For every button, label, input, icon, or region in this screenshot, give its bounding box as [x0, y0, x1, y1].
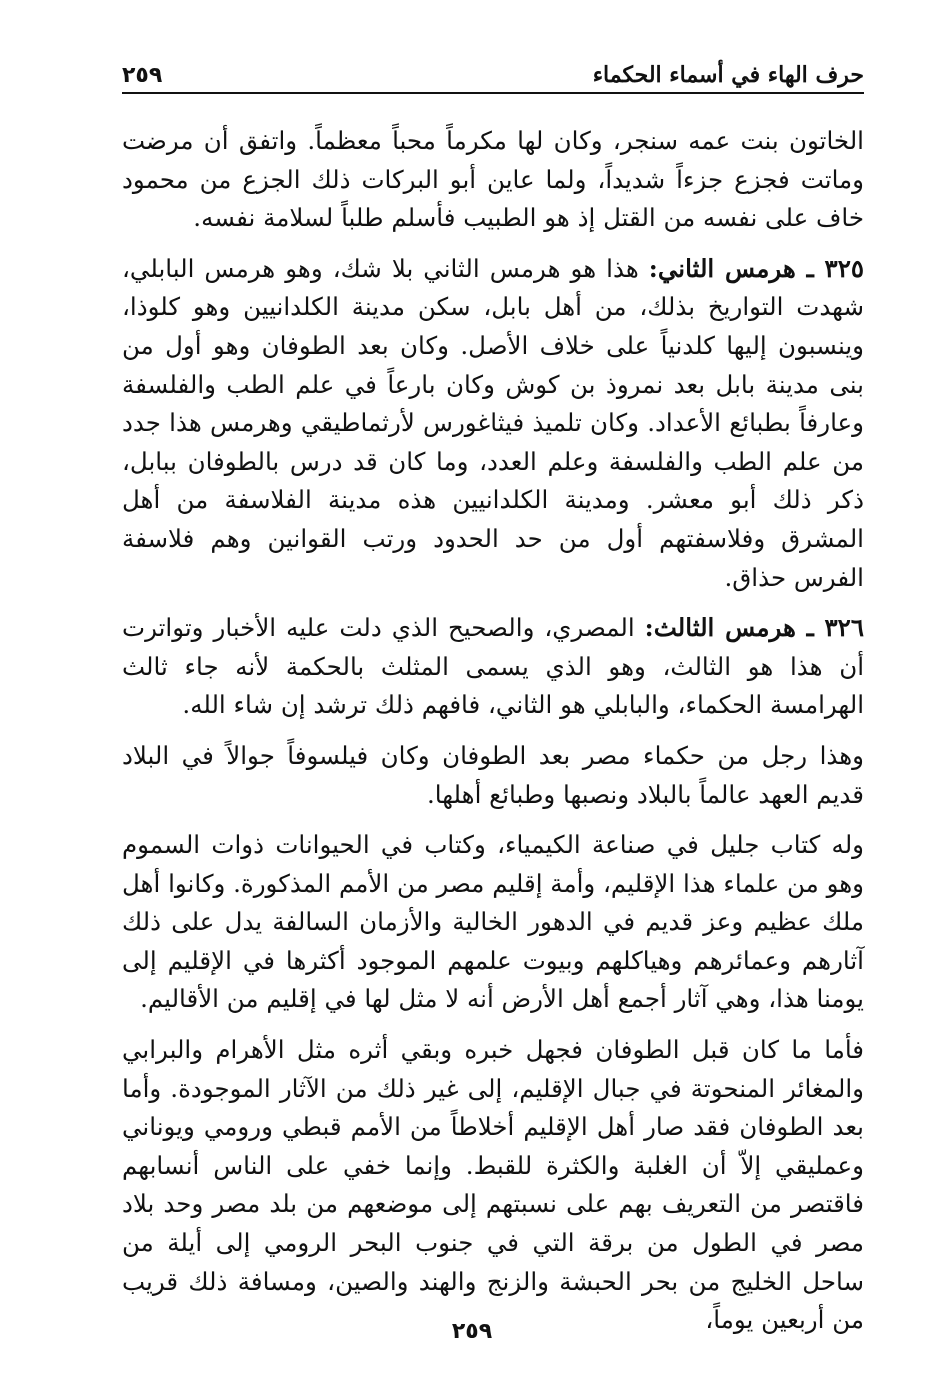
- header-page-number: ٢٥٩: [122, 63, 163, 88]
- paragraph: [122, 122, 864, 238]
- paragraph-text: هذا هو هرمس الثاني بلا شك، وهو هرمس البابلي، شهدت التواريخ بذلك، من أهل بابل، سكن مدينة الكلدانيين وهو كلوذا، وينسبون إليها كلدنياً على خلاف الأصل. وكان بعد الطوفان وهو أول من بنى مدينة بابل بعد نمروذ بن كوش وكان بارعاً في علم الطب والفلسفة وعارفاً بطبائع الأعداد. وكان تلميذ فيثاغورس لأرثماطيقي وهرمس هذا جدد من علم الطب والفلسفة وعلم العدد، وما كان قد درس بالطوفان ببابل، ذكر ذلك أبو معشر. ومدينة الكلدانيين هذه مدينة الفلاسفة من أهل المشرق وفلاسفتهم أول من حد الحدود ورتب القوانين وهم فلاسفة الفرس حذاق.: [122, 253, 864, 592]
- paragraph-text: وله كتاب جليل في صناعة الكيمياء، وكتاب في الحيوانات ذوات السموم وهو من علماء هذا الإقليم، وأمة إقليم مصر من الأمم المذكورة. وكانوا أهل ملك عظيم وعز قديم في الدهور الخالية والأزمان السالفة يدل على ذلك آثارهم وعمائرهم وهياكلهم وبيوت علمهم الموجود أكثرها في الإقليم إلى يومنا هذا، وهي آثار أجمع أهل الأرض أنه لا مثل لها في إقليم من الأقاليم.: [122, 830, 864, 1014]
- paragraph: [122, 1031, 864, 1340]
- page-header: [122, 58, 864, 94]
- body-text: [122, 122, 864, 1352]
- paragraph: [122, 609, 864, 725]
- paragraph: [122, 250, 864, 597]
- paragraph-text: الخاتون بنت عمه سنجر، وكان لها مكرماً محباً معظماً. واتفق أن مرضت وماتت فجزع جزءاً شديداً، ولما عاين أبو البركات ذلك الجزع من محمود خاف على نفسه من القتل إذ هو الطبيب فأسلم طلباً لسلامة نفسه.: [122, 126, 864, 233]
- paragraph-text: المصري، والصحيح الذي دلت عليه الأخبار وتواترت أن هذا هو الثالث، وهو الذي يسمى المثلث بالحكمة لأنه جاء ثالث الهرامسة الحكماء، والبابلي هو الثاني، فافهم ذلك ترشد إن شاء الله.: [122, 613, 864, 720]
- paragraph: [122, 737, 864, 814]
- running-title: حرف الهاء في أسماء الحكماء: [592, 62, 864, 88]
- entry-heading: ٣٢٥ ـ هرمس الثاني:: [648, 253, 865, 283]
- paragraph-text: فأما ما كان قبل الطوفان فجهل خبره وبقي أثره مثل الأهرام والبرابي والمغائر المنحوتة في جبال الإقليم، إلى غير ذلك من الآثار الموجودة. وأما بعد الطوفان فقد صار أهل الإقليم أخلاطاً من الأمم قبطي ورومي ويوناني وعمليقي إلاّ أن الغلبة والكثرة للقبط. وإنما خفي على الناس أنسابهم فاقتصر من التعريف بهم على نسبتهم إلى موضعهم من بلد مصر وحد بلاد مصر في الطول من برقة التي في جنوب البحر الرومي إلى أيلة من ساحل الخليج من بحر الحبشة والزنج والهند والصين، ومسافة ذلك قريب من أربعين يوماً،: [122, 1035, 864, 1335]
- footer-page-number: ٢٥٩: [451, 1319, 493, 1344]
- entry-heading: ٣٢٦ ـ هرمس الثالث:: [644, 613, 864, 643]
- paragraph: [122, 826, 864, 1019]
- paragraph-text: وهذا رجل من حكماء مصر بعد الطوفان وكان فيلسوفاً جوالاً في البلاد قديم العهد عالماً بالبلاد ونصبها وطبائع أهلها.: [122, 740, 864, 809]
